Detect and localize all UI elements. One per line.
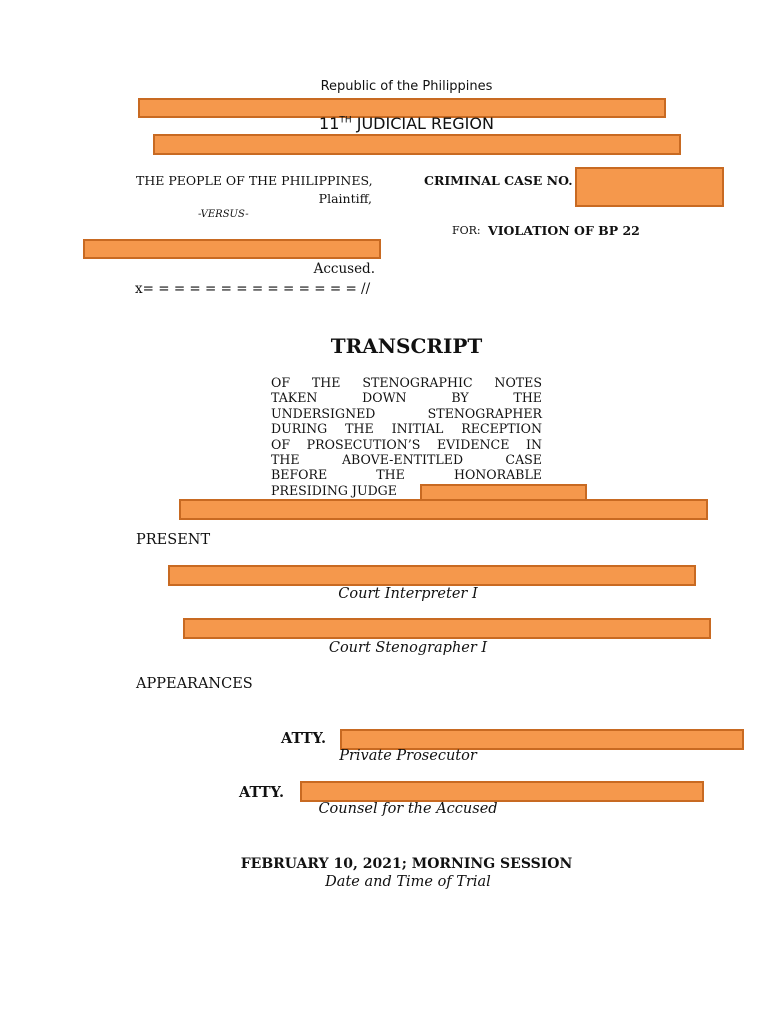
region-heading	[0, 114, 768, 133]
redaction-interpreter-name	[168, 565, 696, 586]
description-line: BEFORE THE HONORABLE	[271, 467, 542, 483]
session-date: FEBRUARY 10, 2021; MORNING SESSION	[240, 856, 573, 872]
redaction-case-number	[575, 167, 724, 207]
versus-label: -VERSUS-	[198, 209, 249, 220]
description-line: OF THE STENOGRAPHIC NOTES	[271, 375, 542, 390]
present-heading: PRESENT	[136, 532, 211, 548]
redaction-accused-name	[83, 239, 381, 259]
session-caption: Date and Time of Trial	[325, 874, 491, 890]
caption-separator: x= = = = = = = = = = = = = = //	[135, 281, 371, 297]
appearances-heading: APPEARANCES	[136, 676, 253, 692]
description-line: DURING THE INITIAL RECEPTION	[271, 421, 542, 437]
document-title: TRANSCRIPT	[330, 334, 483, 358]
plaintiff-role: Plaintiff,	[318, 191, 372, 206]
region-text: JUDICIAL REGION	[351, 114, 494, 133]
redaction-judge-continuation	[179, 499, 708, 520]
description-line: UNDERSIGNED STENOGRAPHER	[271, 405, 542, 421]
atty-label-prosecutor: ATTY.	[281, 730, 327, 747]
counsel-role: Counsel for the Accused	[318, 801, 498, 817]
interpreter-role: Court Interpreter I	[338, 586, 478, 602]
republic-heading: Republic of the Philippines	[320, 79, 493, 94]
for-label: FOR:	[452, 224, 481, 237]
plaintiff-name: THE PEOPLE OF THE PHILIPPINES,	[136, 173, 373, 188]
description-line: TAKEN DOWN BY THE	[271, 390, 542, 406]
description-line: OF PROSECUTION’S EVIDENCE IN	[271, 436, 542, 452]
offense-label: VIOLATION OF BP 22	[488, 223, 640, 238]
redaction-branch-location	[153, 134, 681, 155]
region-suffix: TH	[339, 115, 352, 126]
description-line: THE ABOVE-ENTITLED CASE	[271, 452, 542, 468]
atty-label-counsel: ATTY.	[239, 784, 285, 801]
redaction-prosecutor-name	[340, 729, 744, 750]
description-line: PRESIDING JUDGE	[271, 482, 397, 498]
redaction-stenographer-name	[183, 618, 711, 639]
description-block	[271, 375, 542, 498]
accused-role: Accused.	[313, 261, 375, 277]
criminal-case-label: CRIMINAL CASE NO.	[424, 173, 573, 188]
prosecutor-role: Private Prosecutor	[339, 748, 477, 764]
region-number: 11	[319, 114, 340, 133]
stenographer-role: Court Stenographer I	[328, 640, 488, 656]
redaction-counsel-name	[300, 781, 704, 802]
